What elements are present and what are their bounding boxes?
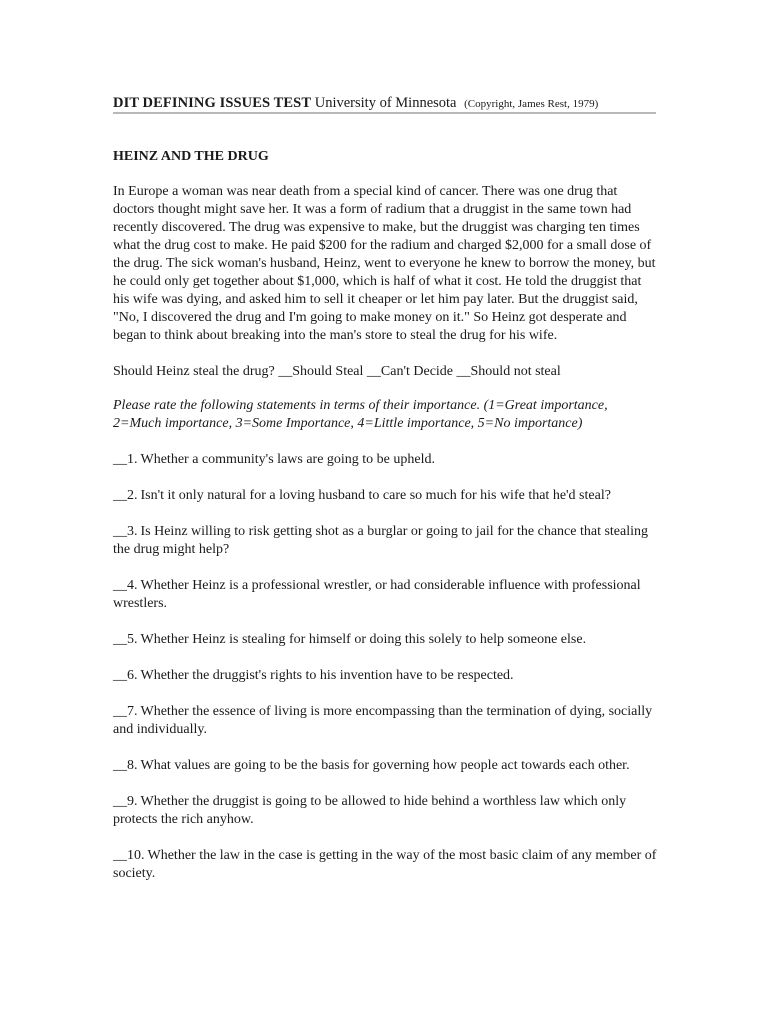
item-text: Is Heinz willing to risk getting shot as a burglar or going to jail for the chance that stealing the drug might help? <box>113 524 649 557</box>
statement-item <box>113 577 658 613</box>
item-number: __3. <box>113 524 138 539</box>
statement-item <box>113 757 658 775</box>
rating-instructions: Please rate the following statements in terms of their importance. (1=Great importance, 2=Much importance, 3=Some Importance, 4=Little importance, 5=No importance) <box>113 398 608 431</box>
statement-item <box>113 847 658 883</box>
statement-item <box>113 451 658 469</box>
statement-item <box>113 703 658 739</box>
item-text: Whether the law in the case is getting in the way of the most basic claim of any member of society. <box>113 848 657 881</box>
copyright-notice: (Copyright, James Rest, 1979) <box>464 98 599 110</box>
item-number: __7. <box>113 704 138 719</box>
item-text: Whether a community's laws are going to be upheld. <box>140 452 435 467</box>
dilemma-story: In Europe a woman was near death from a special kind of cancer. There was one drug that doctors thought might save her. It was a form of radium that a druggist in the same town had recently discovered. The drug was expensive to make, but the druggist was charging ten times what the drug cost to make. He paid $200 for the radium and charged $2,000 for a small dose of the drug. The sick woman's husband, Heinz, went to everyone he knew to borrow the money, but he could only get together about $1,000, which is half of what it cost. He told the druggist that his wife was dying, and asked him to sell it cheaper or let him pay later. But the druggist said, "No, I discovered the drug and I'm going to make money on it." So Heinz got desperate and began to think about breaking into the man's store to steal the drug for his wife. <box>113 184 656 343</box>
statement-item <box>113 487 658 505</box>
item-text: Whether Heinz is stealing for himself or doing this solely to help someone else. <box>140 632 587 647</box>
item-number: __9. <box>113 794 138 809</box>
dilemma-question: Should Heinz steal the drug? __Should Steal __Can't Decide __Should not steal <box>113 364 561 379</box>
item-number: __4. <box>113 578 138 593</box>
item-text: Whether the druggist's rights to his invention have to be respected. <box>140 668 514 683</box>
item-number: __1. <box>113 452 138 467</box>
institution-name: University of Minnesota <box>314 95 457 111</box>
test-name: DIT DEFINING ISSUES TEST <box>113 95 312 111</box>
item-number: __5. <box>113 632 138 647</box>
document-body <box>113 148 658 901</box>
item-number: __10. <box>113 848 145 863</box>
statement-item <box>113 793 658 829</box>
item-text: Whether Heinz is a professional wrestler, or had considerable influence with professional wrestlers. <box>113 578 641 611</box>
statement-item <box>113 523 658 559</box>
item-text: What values are going to be the basis for governing how people act towards each other. <box>140 758 630 773</box>
item-text: Isn't it only natural for a loving husband to care so much for his wife that he'd steal? <box>140 488 611 503</box>
dilemma-title: HEINZ AND THE DRUG <box>113 149 269 164</box>
item-number: __2. <box>113 488 138 503</box>
header-rule <box>113 112 656 114</box>
item-number: __6. <box>113 668 138 683</box>
item-text: Whether the druggist is going to be allowed to hide behind a worthless law which only protects the rich anyhow. <box>113 794 627 827</box>
item-number: __8. <box>113 758 138 773</box>
document-header <box>113 94 655 113</box>
statement-item <box>113 667 658 685</box>
item-text: Whether the essence of living is more encompassing than the termination of dying, socially and individually. <box>113 704 653 737</box>
statement-item <box>113 631 658 649</box>
